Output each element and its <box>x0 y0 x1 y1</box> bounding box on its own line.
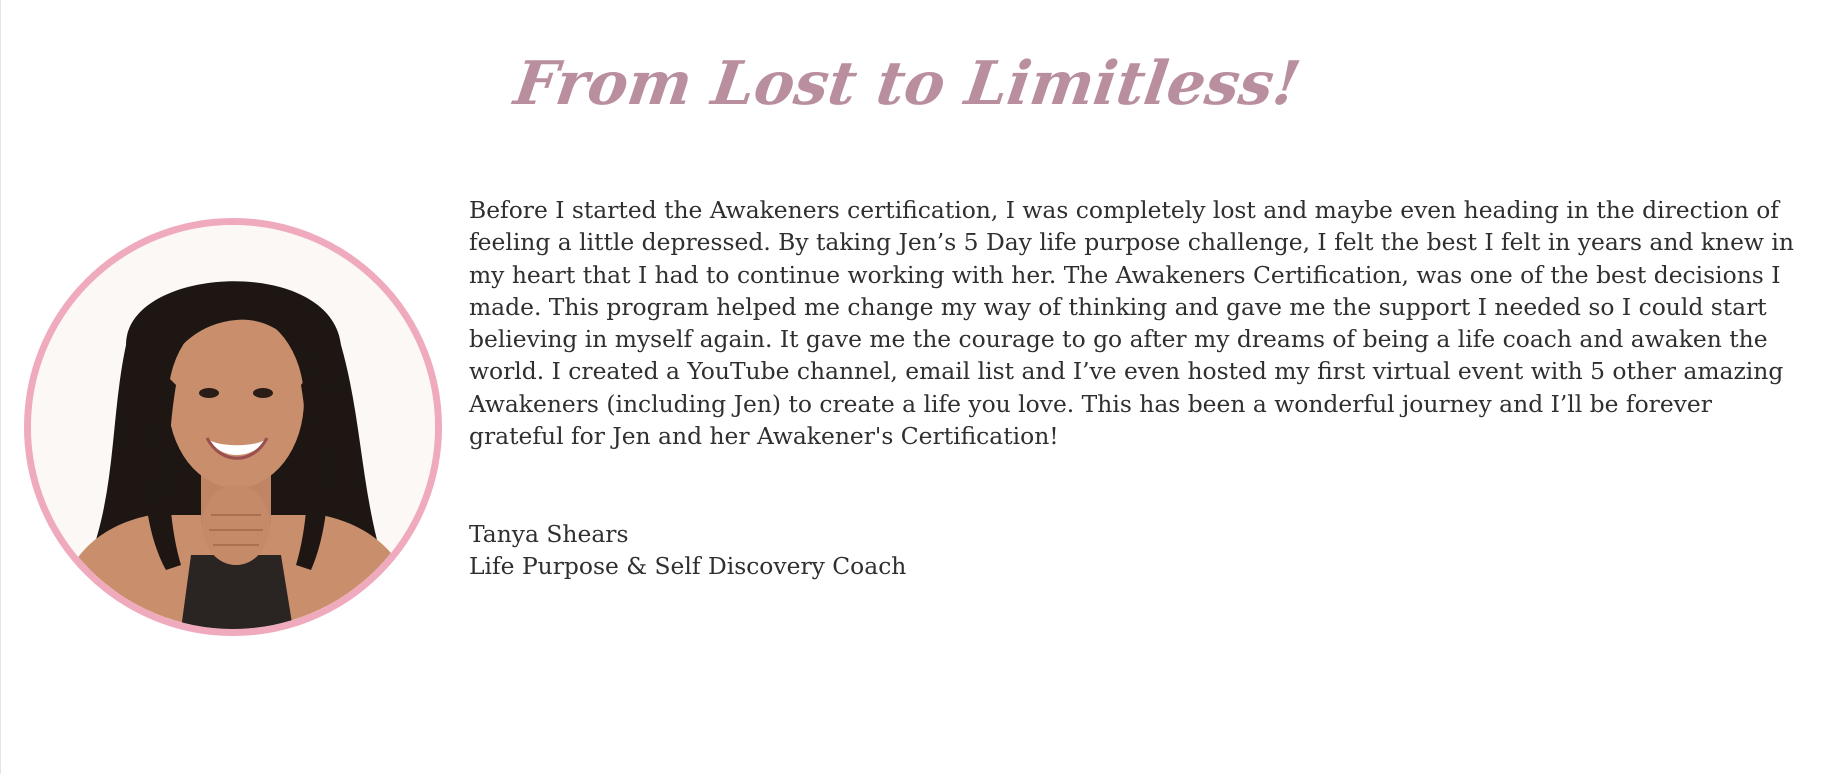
testimonial-quote: Before I started the Awakeners certification, I was completely lost and maybe even heading in the direction of feeling a little depressed. By taking Jen’s 5 Day life purpose challenge, I felt the best I felt in years and knew in my heart that I had to continue working with her. The Awakeners Certification, was one of the best decisions I made. This program helped me change my way of thinking and gave me the support I needed so I could start believing in myself again. It gave me the courage to go after my dreams of being a life coach and awaken the world. I created a YouTube channel, email list and I’ve even hosted my first virtual event with 5 other amazing Awakeners (including Jen) to create a life you love. This has been a wonderful journey and I’ll be forever grateful for Jen and her Awakener's Certification! <box>469 196 1794 451</box>
testimonial-author <box>469 518 906 583</box>
page-headline <box>0 44 1824 124</box>
author-name: Tanya Shears <box>469 520 629 548</box>
portrait-photo-icon <box>31 225 435 629</box>
testimonial-portrait-photo <box>24 218 442 636</box>
author-title: Life Purpose & Self Discovery Coach <box>469 552 907 581</box>
headline-text: From Lost to Limitless! <box>509 49 1305 119</box>
